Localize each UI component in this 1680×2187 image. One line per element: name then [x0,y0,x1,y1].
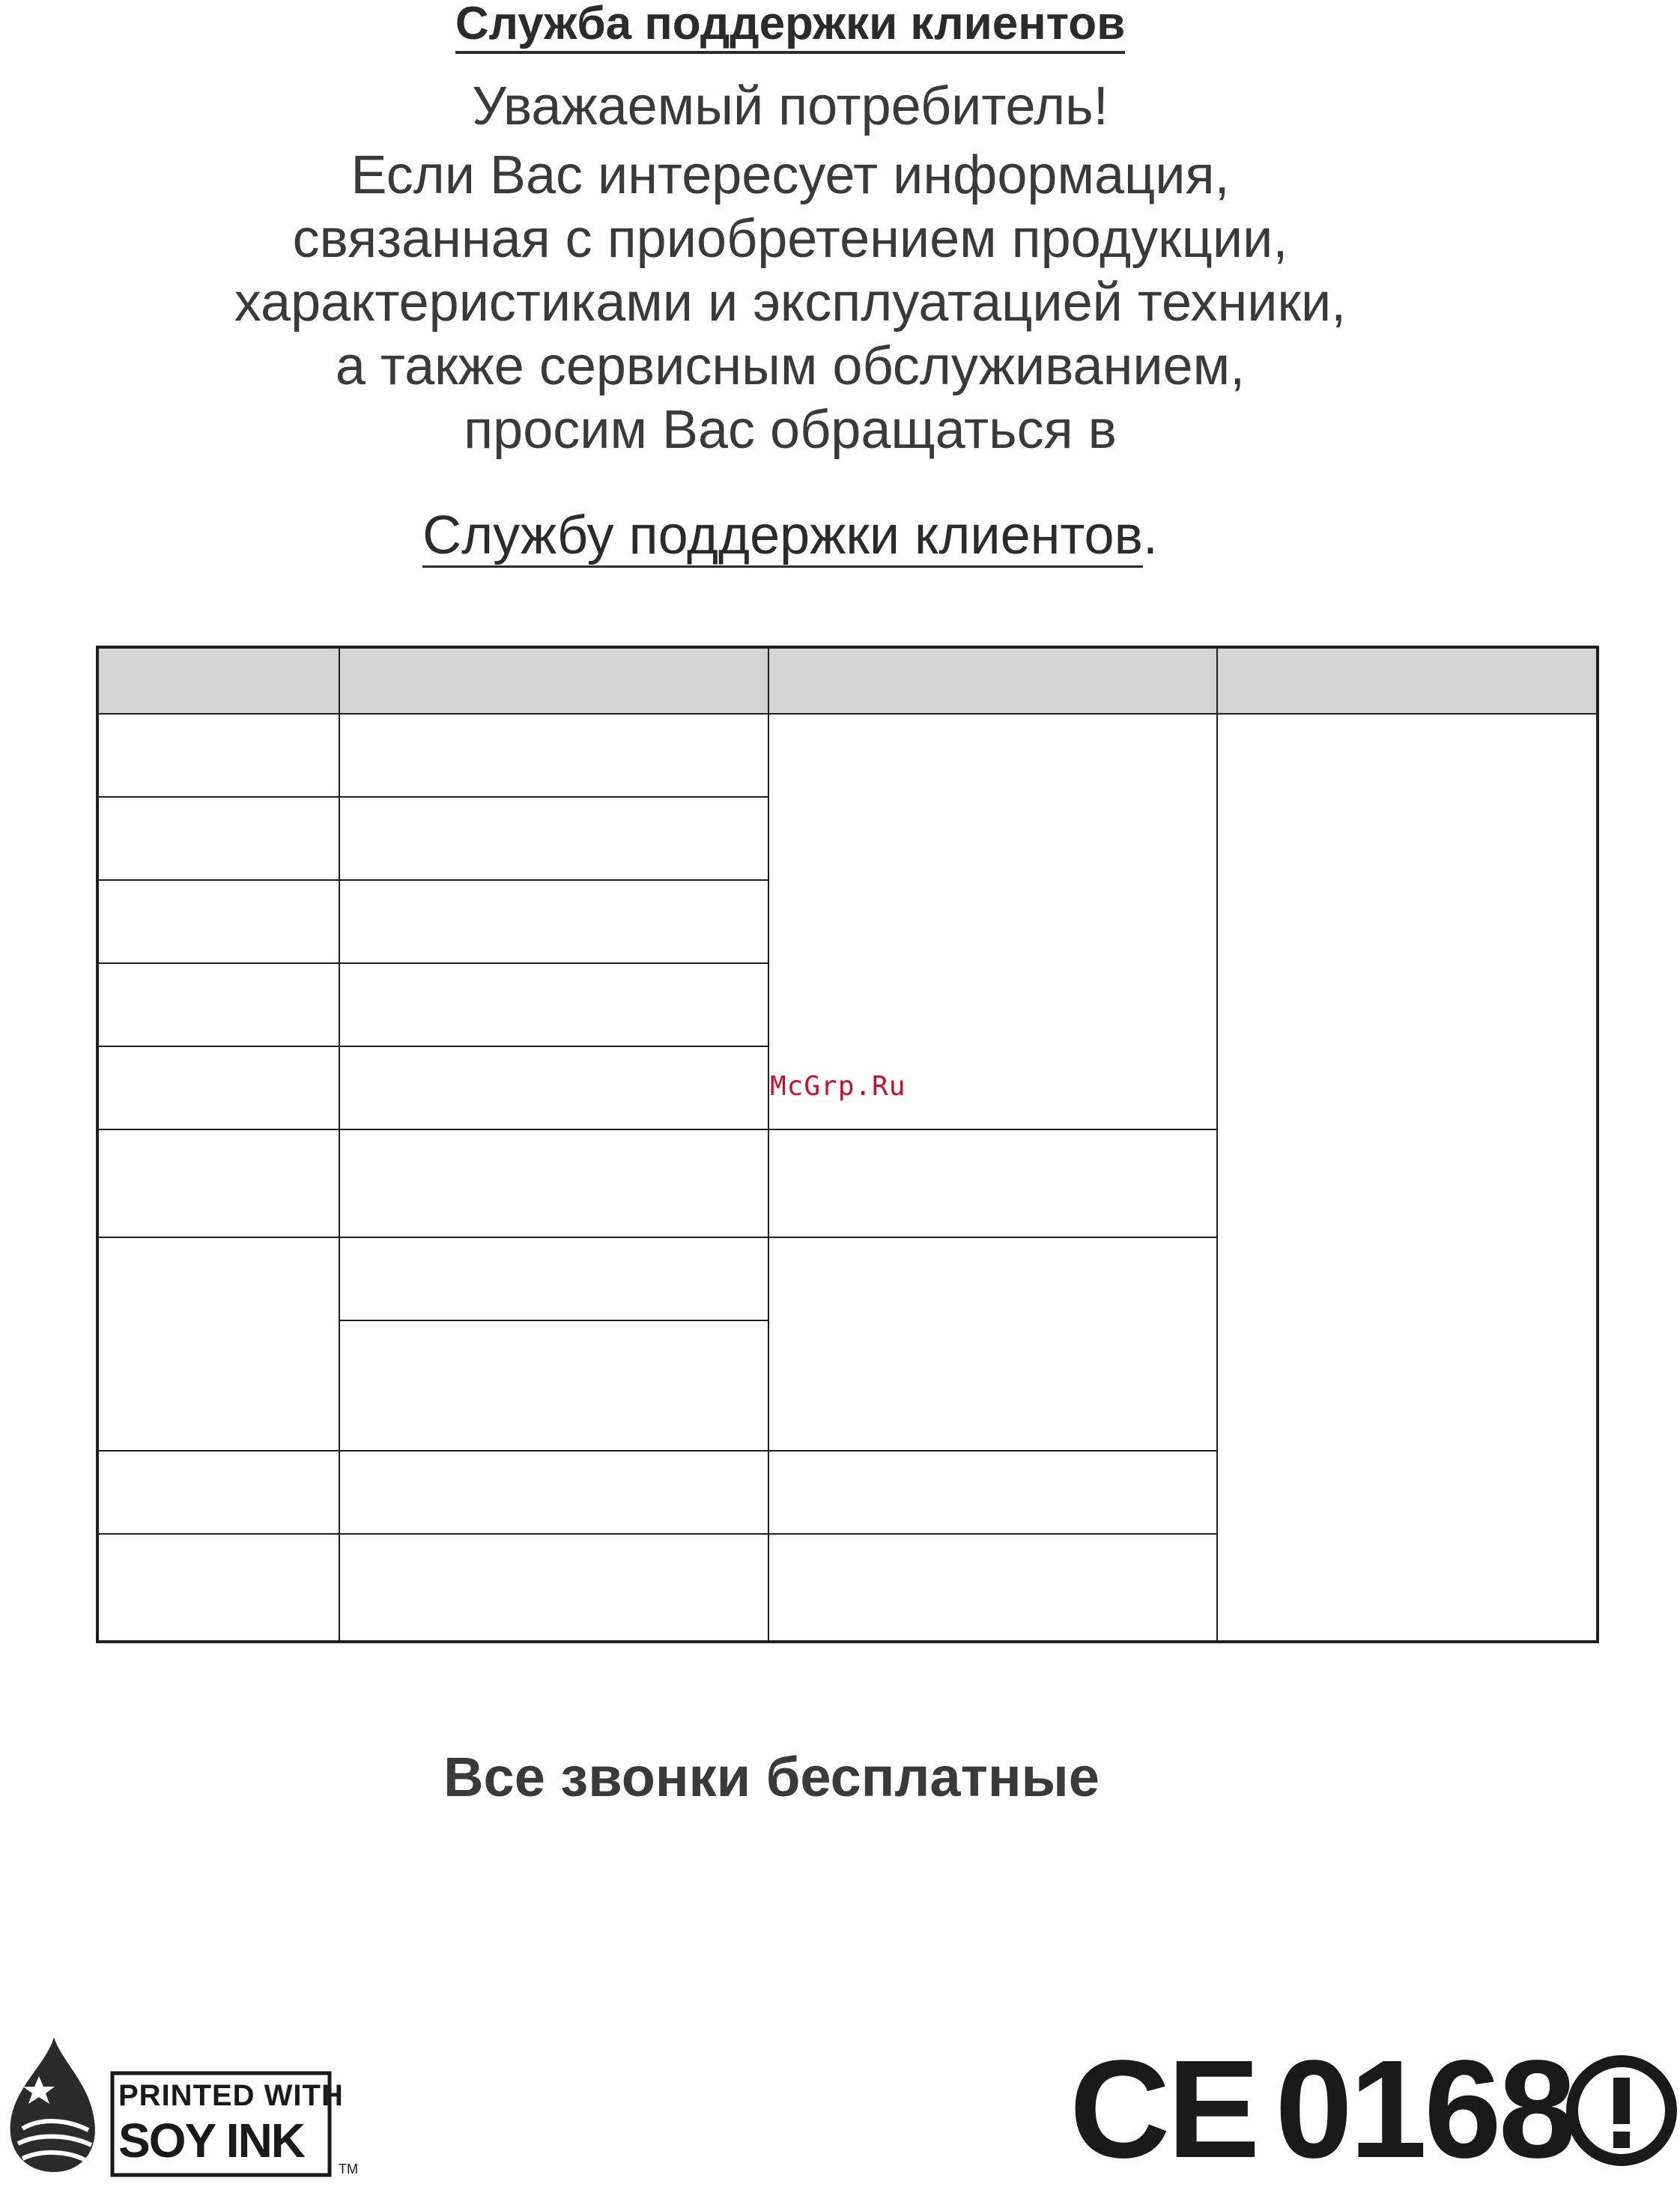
ce-mark [1070,2042,1680,2178]
table-cell [339,714,768,797]
intro-line: Если Вас интересует информация, [351,145,1230,205]
table-cell [768,1129,1217,1237]
table-row [97,714,1598,797]
table-cell [768,1451,1217,1534]
table-cell [97,797,339,880]
ce-letters: CE [1070,2032,1258,2187]
table-header-row [97,647,1598,714]
page-title-text: Служба поддержки клиентов [455,0,1125,54]
intro-line: просим Вас обращаться в [464,400,1117,460]
intro-paragraph [0,144,1580,462]
table-cell [339,1046,768,1129]
alert-circle-icon [1572,2061,1671,2160]
intro-line: а также сервисным обслуживанием, [335,336,1246,396]
header-cell [768,647,1217,714]
table-cell [339,797,768,880]
table-cell [339,1534,768,1642]
service-link[interactable]: Службу поддержки клиентов [422,506,1143,568]
table-cell [97,880,339,963]
table-cell [768,1237,1217,1451]
table-cell [97,1451,339,1534]
service-link-period: . [1142,506,1158,565]
table-cell [768,1534,1217,1642]
support-contacts-table [96,646,1599,1643]
header-cell [1217,647,1598,714]
table-cell [768,714,1217,1129]
intro-line: характеристиками и эксплуатацией техники, [234,273,1347,333]
table-cell [97,714,339,797]
table-cell [97,1534,339,1642]
table-cell [339,1129,768,1237]
notified-body-number: 0168 [1275,2032,1574,2187]
soy-ink-tm: TM [339,2162,358,2177]
greeting: Уважаемый потребитель! [472,76,1109,136]
free-calls-note: Все звонки бесплатные [443,1746,1100,1808]
table-cell [339,963,768,1046]
table-cell [97,1129,339,1237]
service-link-line [0,502,1580,569]
table-cell [97,1046,339,1129]
soy-ink-line1: PRINTED WITH [118,2079,344,2112]
header-cell [97,647,339,714]
table-cell [97,963,339,1046]
intro-line: связанная с приобретением продукции, [292,209,1288,269]
table-cell [339,1451,768,1534]
table-cell [339,880,768,963]
header-cell [339,647,768,714]
page-title [0,0,1580,52]
table-cell [339,1237,768,1320]
soy-ink-line2: SOY INK [118,2114,304,2168]
watermark[interactable]: McGrp.Ru [770,1071,906,1102]
soybean-drop-icon [10,2037,95,2172]
table-cell [339,1320,768,1451]
table-cell [97,1237,339,1451]
table-cell [1217,714,1598,1642]
